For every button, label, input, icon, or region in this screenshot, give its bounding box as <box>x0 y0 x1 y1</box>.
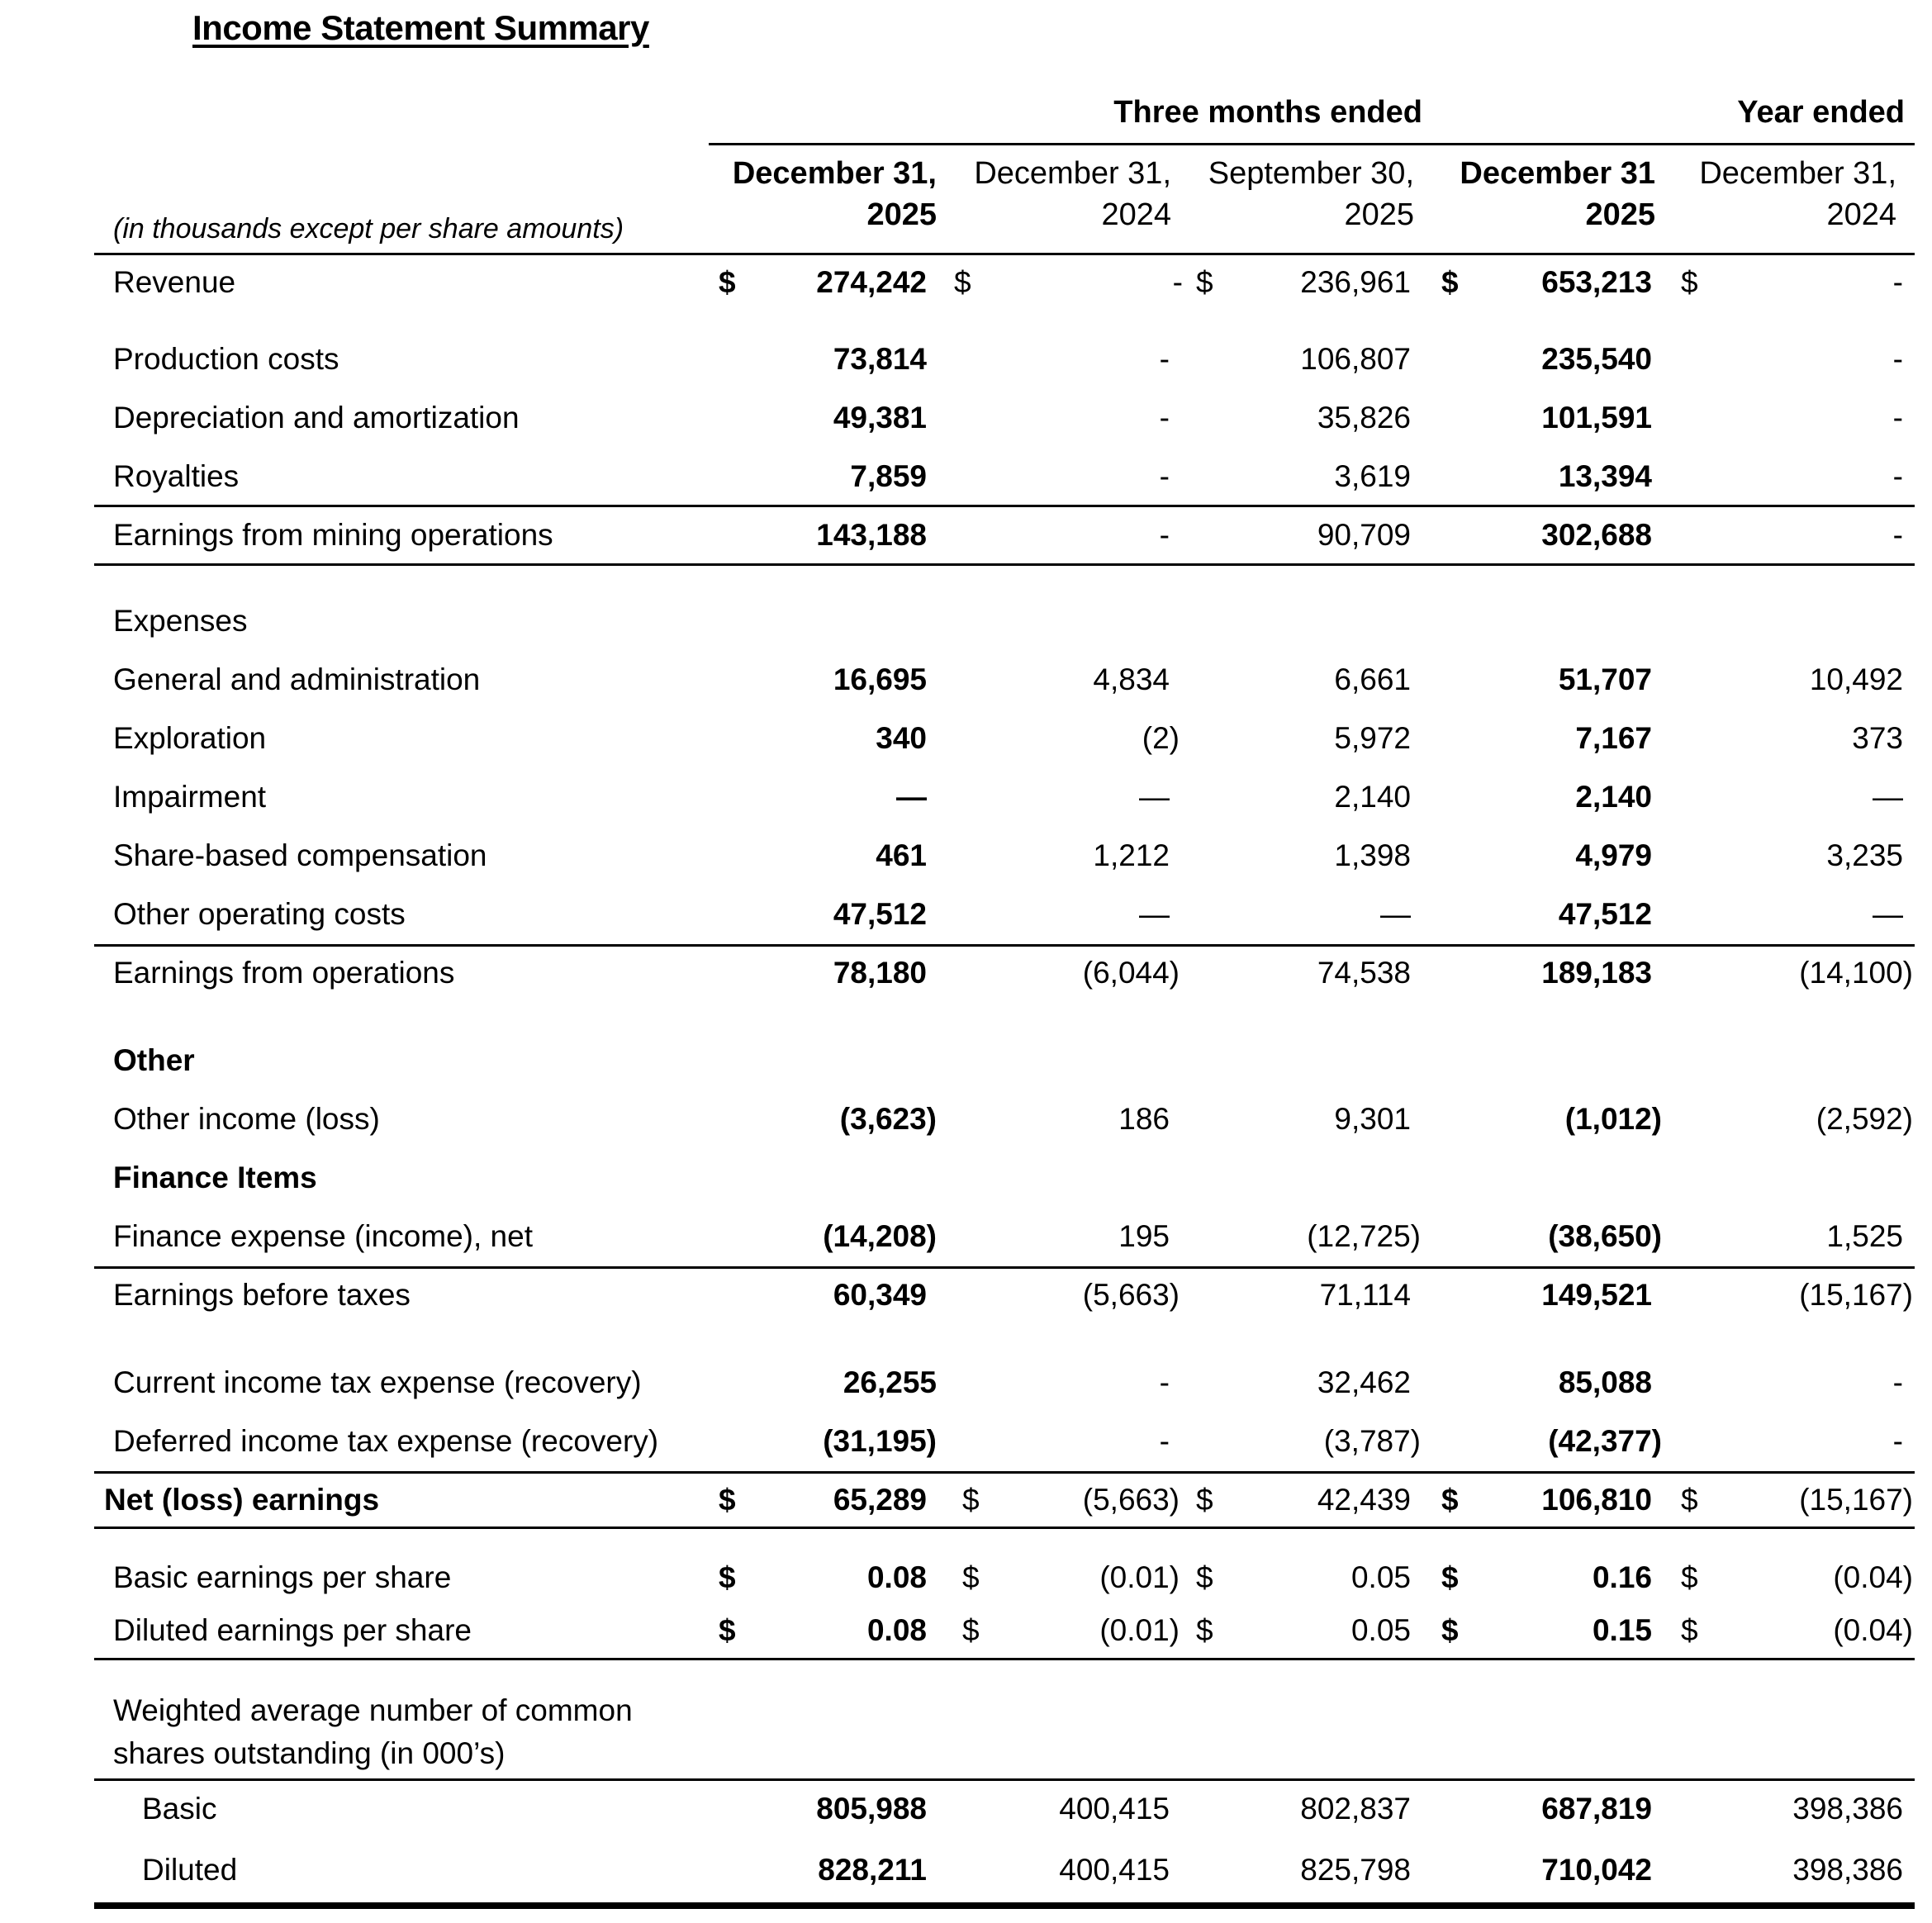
value-fy-2025: (1,012) <box>1564 1102 1662 1136</box>
header-bottom-rule <box>94 253 1915 255</box>
value-q4-2024: - <box>1159 1365 1170 1399</box>
table-row-finance-expense <box>0 1212 1932 1261</box>
currency-symbol: $ <box>719 1560 736 1594</box>
column-header-line1: December 31, <box>732 156 937 191</box>
value-q4-2025: 143,188 <box>816 518 927 552</box>
value-fy-2024: (14,100) <box>1799 956 1913 990</box>
table-row-revenue <box>0 258 1932 307</box>
value-q4-2025: 16,695 <box>833 662 927 696</box>
value-fy-2025: 13,394 <box>1558 459 1652 493</box>
value-q4-2025: 461 <box>876 838 927 872</box>
value-q4-2025: 47,512 <box>833 897 927 931</box>
currency-symbol: $ <box>1196 265 1213 299</box>
value-q4-2024: (5,663) <box>1082 1278 1180 1312</box>
row-label: Deferred income tax expense (recovery) <box>113 1424 659 1458</box>
value-fy-2025: 0.16 <box>1592 1560 1652 1594</box>
value-fy-2024: - <box>1892 342 1903 376</box>
table-row-earnings-mining <box>0 510 1932 560</box>
value-fy-2024: - <box>1892 459 1903 493</box>
value-q4-2024: 1,212 <box>1093 838 1170 872</box>
value-q3-2025: 236,961 <box>1300 265 1411 299</box>
value-q3-2025: 0.05 <box>1351 1613 1411 1647</box>
value-q3-2025: 6,661 <box>1334 662 1411 696</box>
row-label: Basic earnings per share <box>113 1560 452 1594</box>
column-header-line1: September 30, <box>1208 156 1414 191</box>
value-q4-2025: 78,180 <box>833 956 927 990</box>
value-q4-2025: 49,381 <box>833 401 927 434</box>
table-row-depreciation <box>0 393 1932 443</box>
value-q4-2024: - <box>1172 265 1183 299</box>
value-fy-2024: 373 <box>1852 721 1903 755</box>
currency-symbol: $ <box>1681 265 1698 299</box>
row-label: Revenue <box>113 265 236 299</box>
value-q3-2025: 42,439 <box>1317 1483 1411 1517</box>
table-row-general-admin <box>0 655 1932 705</box>
value-q4-2025: 26,255 <box>843 1365 937 1399</box>
value-q3-2025: 2,140 <box>1334 780 1411 814</box>
value-fy-2025: 0.15 <box>1592 1613 1652 1647</box>
weighted-heading-line2: shares outstanding (in 000’s) <box>113 1736 506 1770</box>
value-fy-2025: (38,650) <box>1548 1219 1662 1253</box>
row-label: Earnings before taxes <box>113 1278 411 1312</box>
row-label: General and administration <box>113 662 481 696</box>
table-row-diluted-shares <box>0 1845 1932 1895</box>
value-q4-2024: — <box>1139 897 1170 931</box>
value-q4-2025: 274,242 <box>816 265 927 299</box>
value-q3-2025: 1,398 <box>1334 838 1411 872</box>
value-fy-2024: 398,386 <box>1792 1792 1903 1826</box>
column-header-line2: 2025 <box>1344 197 1414 232</box>
table-row-exploration <box>0 714 1932 763</box>
value-q4-2024: - <box>1159 459 1170 493</box>
value-fy-2024: — <box>1873 780 1903 814</box>
value-q3-2025: 74,538 <box>1317 956 1411 990</box>
value-q4-2024: - <box>1159 342 1170 376</box>
section-heading-other: Other <box>113 1043 195 1077</box>
table-row-other-income <box>0 1094 1932 1144</box>
column-header-line2: 2024 <box>1826 197 1896 232</box>
value-q4-2025: 828,211 <box>818 1853 927 1887</box>
row-label: Net (loss) earnings <box>104 1483 380 1517</box>
value-q3-2025: 802,837 <box>1300 1792 1411 1826</box>
row-label: Finance expense (income), net <box>113 1219 533 1253</box>
currency-symbol: $ <box>962 1483 980 1517</box>
value-fy-2024: - <box>1892 265 1903 299</box>
value-fy-2024: (0.04) <box>1833 1560 1913 1594</box>
row-label: Production costs <box>113 342 339 376</box>
subtotal-rule <box>94 1471 1915 1474</box>
table-bottom-rule <box>94 1902 1915 1909</box>
value-fy-2024: (2,592) <box>1816 1102 1913 1136</box>
value-q3-2025: 3,619 <box>1334 459 1411 493</box>
value-fy-2024: - <box>1892 1365 1903 1399</box>
value-q3-2025: 0.05 <box>1351 1560 1411 1594</box>
value-fy-2024: 398,386 <box>1792 1853 1903 1887</box>
value-fy-2025: 7,167 <box>1575 721 1652 755</box>
table-row-diluted-eps <box>0 1606 1932 1655</box>
value-q4-2024: - <box>1159 401 1170 434</box>
value-q4-2024: 400,415 <box>1059 1792 1170 1826</box>
row-label: Other income (loss) <box>113 1102 380 1136</box>
value-q4-2025: 805,988 <box>816 1792 927 1826</box>
currency-symbol: $ <box>1196 1613 1213 1647</box>
row-label: Earnings from mining operations <box>113 518 553 552</box>
column-header-line2: 2025 <box>866 197 937 232</box>
subtotal-rule <box>94 1527 1915 1529</box>
section-heading-weighted-average <box>113 1689 633 1775</box>
currency-symbol: $ <box>1681 1483 1698 1517</box>
value-q3-2025: 5,972 <box>1334 721 1411 755</box>
currency-symbol: $ <box>1681 1560 1698 1594</box>
column-header-line1: December 31 <box>1460 156 1655 191</box>
value-q4-2024: (5,663) <box>1082 1483 1180 1517</box>
value-fy-2024: (15,167) <box>1799 1278 1913 1312</box>
value-fy-2025: 653,213 <box>1541 265 1652 299</box>
column-header-line1: December 31, <box>1699 156 1896 191</box>
value-q3-2025: — <box>1380 897 1411 931</box>
column-header-q4-2025 <box>733 153 937 235</box>
value-fy-2025: 4,979 <box>1575 838 1652 872</box>
value-fy-2025: 687,819 <box>1541 1792 1652 1826</box>
table-row-basic-eps <box>0 1553 1932 1602</box>
header-year-ended: Year ended <box>1737 95 1905 130</box>
value-q4-2025: 60,349 <box>833 1278 927 1312</box>
value-q4-2025: (14,208) <box>823 1219 937 1253</box>
value-fy-2025: 189,183 <box>1541 956 1652 990</box>
subtotal-rule <box>94 944 1915 947</box>
header-group-rule <box>709 143 1915 145</box>
value-q3-2025: 35,826 <box>1317 401 1411 434</box>
currency-symbol: $ <box>1441 265 1459 299</box>
currency-symbol: $ <box>1196 1483 1213 1517</box>
column-header-q4-2024 <box>974 153 1171 235</box>
subtotal-rule <box>94 1266 1915 1269</box>
value-q4-2024: 186 <box>1118 1102 1170 1136</box>
table-row-share-based-comp <box>0 831 1932 881</box>
subtotal-rule <box>94 1658 1915 1660</box>
value-fy-2025: 235,540 <box>1541 342 1652 376</box>
subtotal-rule <box>94 505 1915 507</box>
currency-symbol: $ <box>719 1483 736 1517</box>
value-fy-2024: (0.04) <box>1833 1613 1913 1647</box>
table-row-earnings-operations <box>0 948 1932 998</box>
value-q4-2024: (2) <box>1142 721 1180 755</box>
value-q4-2025: (31,195) <box>823 1424 937 1458</box>
value-q3-2025: 32,462 <box>1317 1365 1411 1399</box>
units-note: (in thousands except per share amounts) <box>113 213 624 245</box>
value-q3-2025: 71,114 <box>1319 1278 1411 1312</box>
currency-symbol: $ <box>719 265 736 299</box>
value-q4-2024: — <box>1139 780 1170 814</box>
column-header-line1: December 31, <box>974 156 1171 191</box>
table-row-deferred-tax <box>0 1417 1932 1466</box>
row-label: Diluted earnings per share <box>113 1613 472 1647</box>
value-q3-2025: 825,798 <box>1300 1853 1411 1887</box>
row-label: Diluted <box>142 1853 238 1887</box>
value-q3-2025: 106,807 <box>1300 342 1411 376</box>
value-fy-2025: (42,377) <box>1548 1424 1662 1458</box>
value-fy-2025: 85,088 <box>1558 1365 1652 1399</box>
value-q4-2024: 400,415 <box>1059 1853 1170 1887</box>
section-heading-finance-items: Finance Items <box>113 1161 317 1194</box>
value-q4-2025: 73,814 <box>833 342 927 376</box>
row-label: Depreciation and amortization <box>113 401 520 434</box>
currency-symbol: $ <box>719 1613 736 1647</box>
currency-symbol: $ <box>962 1560 980 1594</box>
column-header-line2: 2025 <box>1585 197 1655 232</box>
row-label: Impairment <box>113 780 267 814</box>
value-fy-2024: 10,492 <box>1809 662 1903 696</box>
value-q3-2025: (12,725) <box>1307 1219 1421 1253</box>
currency-symbol: $ <box>1441 1613 1459 1647</box>
table-row-current-tax <box>0 1358 1932 1408</box>
value-fy-2025: 106,810 <box>1541 1483 1652 1517</box>
table-row-production-costs <box>0 335 1932 384</box>
value-fy-2025: 710,042 <box>1541 1853 1652 1887</box>
value-fy-2025: 302,688 <box>1541 518 1652 552</box>
value-fy-2025: 101,591 <box>1541 401 1652 434</box>
table-row-other-operating-costs <box>0 890 1932 939</box>
table-row-basic-shares <box>0 1784 1932 1834</box>
value-q4-2025: (3,623) <box>839 1102 937 1136</box>
value-q4-2024: 4,834 <box>1093 662 1170 696</box>
weighted-heading-line1: Weighted average number of common <box>113 1693 633 1727</box>
value-q3-2025: 9,301 <box>1334 1102 1411 1136</box>
value-fy-2024: - <box>1892 518 1903 552</box>
table-row-impairment <box>0 772 1932 822</box>
value-q4-2024: (6,044) <box>1082 956 1180 990</box>
column-header-fy-2025 <box>1460 153 1655 235</box>
value-q4-2025: 340 <box>876 721 927 755</box>
row-label: Earnings from operations <box>113 956 455 990</box>
value-q4-2025: 7,859 <box>850 459 927 493</box>
row-label: Other operating costs <box>113 897 406 931</box>
value-q4-2024: 195 <box>1118 1219 1170 1253</box>
page-title: Income Statement Summary <box>192 8 649 47</box>
column-header-line2: 2024 <box>1101 197 1171 232</box>
subtotal-rule <box>94 563 1915 566</box>
header-three-months: Three months ended <box>1113 95 1422 130</box>
table-row-earnings-before-taxes <box>0 1270 1932 1320</box>
currency-symbol: $ <box>954 265 971 299</box>
value-fy-2024: (15,167) <box>1799 1483 1913 1517</box>
currency-symbol: $ <box>1441 1483 1459 1517</box>
value-q4-2024: (0.01) <box>1099 1560 1180 1594</box>
value-q4-2025: 65,289 <box>833 1483 927 1517</box>
value-q4-2024: - <box>1159 518 1170 552</box>
table-row-net-earnings <box>0 1475 1932 1525</box>
value-q3-2025: (3,787) <box>1323 1424 1421 1458</box>
section-heading-expenses: Expenses <box>113 604 248 638</box>
table-row-royalties <box>0 452 1932 501</box>
value-fy-2024: 3,235 <box>1826 838 1903 872</box>
value-fy-2024: — <box>1873 897 1903 931</box>
column-header-fy-2024 <box>1699 153 1896 235</box>
row-label: Exploration <box>113 721 267 755</box>
row-label: Basic <box>142 1792 217 1826</box>
value-fy-2024: - <box>1892 1424 1903 1458</box>
subtotal-rule <box>94 1778 1915 1781</box>
value-q4-2025: 0.08 <box>866 1560 927 1594</box>
value-fy-2025: 51,707 <box>1558 662 1652 696</box>
value-q4-2025: — <box>896 780 927 814</box>
value-q4-2024: - <box>1159 1424 1170 1458</box>
currency-symbol: $ <box>1441 1560 1459 1594</box>
row-label: Royalties <box>113 459 240 493</box>
value-q3-2025: 90,709 <box>1317 518 1411 552</box>
row-label: Current income tax expense (recovery) <box>113 1365 642 1399</box>
value-fy-2025: 2,140 <box>1575 780 1652 814</box>
value-fy-2025: 149,521 <box>1541 1278 1652 1312</box>
currency-symbol: $ <box>1681 1613 1698 1647</box>
row-label: Share-based compensation <box>113 838 487 872</box>
value-fy-2025: 47,512 <box>1558 897 1652 931</box>
value-q4-2025: 0.08 <box>866 1613 927 1647</box>
value-fy-2024: - <box>1892 401 1903 434</box>
column-header-q3-2025 <box>1208 153 1414 235</box>
currency-symbol: $ <box>1196 1560 1213 1594</box>
value-fy-2024: 1,525 <box>1826 1219 1903 1253</box>
value-q4-2024: (0.01) <box>1099 1613 1180 1647</box>
currency-symbol: $ <box>962 1613 980 1647</box>
